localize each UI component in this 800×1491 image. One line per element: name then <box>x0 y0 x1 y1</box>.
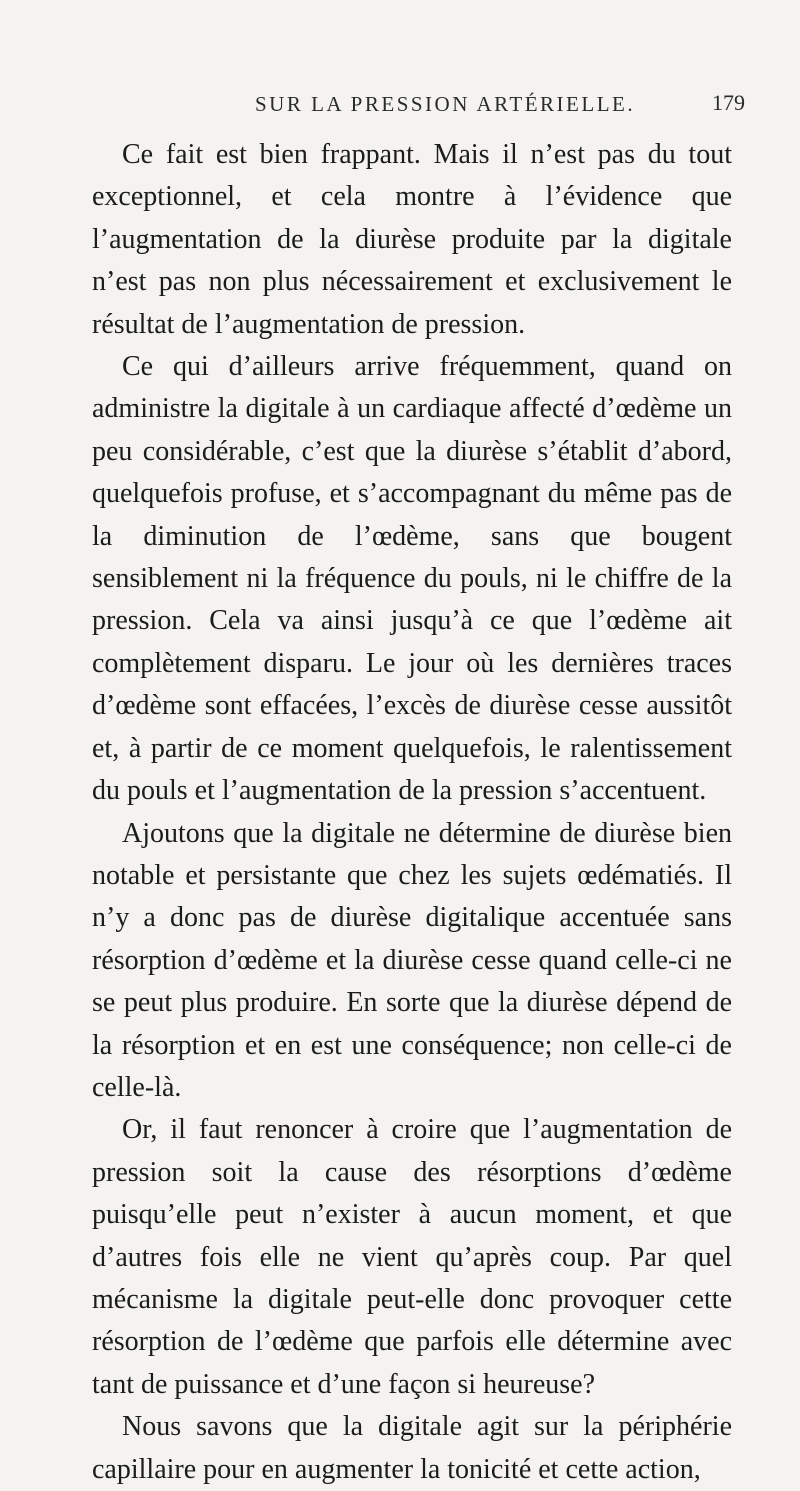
paragraph: Nous savons que la digitale agit sur la périphérie capillaire pour en augmenter la tonicité et cette action, <box>92 1411 732 1485</box>
page-number: 179 <box>712 90 745 115</box>
paragraph: Ce qui d’ailleurs arrive fréquemment, quand on administre la digitale à un cardiaque affecté d’œdème un peu considérable, c’est que la diurèse s’établit d’abord, quelquefois profuse, et s’accompagnant du même pas de la diminution de l’œdème, sans que bougent sensiblement ni la fréquence du pouls, ni le chiffre de la pression. Cela va ainsi jusqu’à ce que l’œdème ait complètement disparu. Le jour où les dernières traces d’œdème sont effacées, l’excès de diurèse cesse aussitôt et, à partir de ce moment quelquefois, le ralentissement du pouls et l’augmentation de la pression s’accentuent. <box>92 351 732 807</box>
paragraph: Or, il faut renoncer à croire que l’augmentation de pression soit la cause des résorptions d’œdème puisqu’elle peut n’exister à aucun moment, et que d’autres fois elle ne vient qu’après coup. Par quel mécanisme la digitale peut-elle donc provoquer cette résorption de l’œdème que parfois elle détermine avec tant de puissance et d’une façon si heureuse? <box>92 1114 732 1400</box>
paragraph: Ajoutons que la digitale ne détermine de diurèse bien notable et persistante que chez les sujets œdématiés. Il n’y a donc pas de diurèse digitalique accentuée sans résorption d’œdème et la diurèse cesse quand celle-ci ne se peut plus produire. En sorte que la diurèse dépend de la résorption et en est une conséquence; non celle-ci de celle-là. <box>92 817 732 1103</box>
running-head: SUR LA PRESSION ARTÉRIELLE. <box>255 92 636 116</box>
body-text <box>92 134 732 1491</box>
paragraph: Ce fait est bien frappant. Mais il n’est pas du tout exceptionnel, et cela montre à l’évidence que l’augmentation de la diurèse produite par la digitale n’est pas non plus nécessairement et exclusivement le résultat de l’augmentation de pression. <box>92 139 732 340</box>
